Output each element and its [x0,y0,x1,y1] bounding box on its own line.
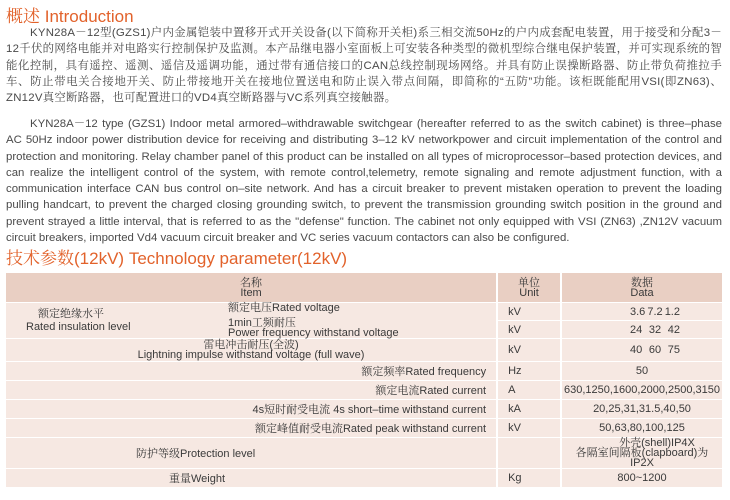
protection-label: 防护等级Protection level [6,438,496,468]
power-freq-values [560,321,722,338]
table-row [6,381,722,399]
rated-frequency-unit: Hz [496,362,560,380]
rated-frequency-label: 额定频率Rated frequency [6,362,496,380]
lightning-v1: 40 [630,344,643,356]
insulation-group [6,309,228,332]
header-item-cn: 名称 [240,276,263,289]
short-time-current-value: 20,25,31,31.5,40,50 [560,400,722,418]
weight-unit: Kg [496,469,560,487]
weight-value: 800~1200 [560,469,722,487]
intro-paragraph-en [6,116,722,246]
rated-voltage-values [560,303,722,320]
intro-title-en: Introduction [44,7,134,26]
header-data [560,273,722,302]
insulation-group-en: Rated insulation level [26,321,131,333]
table-row [6,362,722,380]
header-item-en: Item [240,286,262,299]
intro-paragraph-cn-text: KYN28A－12型(GZS1)户内金属铠装中置移开式开关设备(以下简称开关柜)系三相交流50Hz的户内成套配电装置，用于接受和分配3－12千伏的网络电能并对电路实行控制保护及监测。本产品继电器小室面板上可安装各种类型的微机型综合继电保护装置，并可实现系统的智能化控制，具有遥控、遥测、遥信及遥调功能，通过带有通信接口的CAN总线控制现场网络。并具有防止误操断路器、防止带负荷推拉手车、防止带电关合接地开关、防止带接地开关在接地位置送电和防止误入带点间隔，即简称的“五防”功能。该柜既能配用VSI(即ZN63)、ZN12V真空断路器，也可配置进口的VD4真空断路器与VC系列真空接触器。 [6,27,722,105]
params-title-en: Technology parameter(12kV) [128,249,348,268]
lightning-label-cn: 雷电冲击耐压(全波) [203,339,299,351]
header-item [6,273,496,302]
rated-current-value: 630,1250,1600,2000,2500,3150 [560,381,722,399]
protection-value-shell: 外壳(shell)IP4X [619,437,695,449]
rated-voltage-v1: 3.6 [630,305,646,318]
rated-voltage-label: 额定电压Rated voltage [228,302,340,314]
intro-paragraph-cn [6,25,722,106]
intro-title-cn: 概述 [6,7,40,26]
rated-voltage-v3: 1.2 [664,305,680,318]
lightning-unit: kV [496,339,560,361]
header-data-en: Data [630,286,654,299]
weight-label: 重量Weight [6,469,496,487]
rated-current-unit: A [496,381,560,399]
power-freq-v2: 32 [648,323,662,336]
protection-value [560,438,722,468]
params-title-cn: 技术参数(12kV) [6,249,125,268]
insulation-split [6,303,496,338]
power-freq-v1: 24 [630,323,643,336]
intro-paragraph-en-text: KYN28A－12 type (GZS1) Indoor metal armored–withdrawable switchgear (hereafter referred to as the switch cabinet) is three–phase AC 50Hz indoor power distribution device for receiving and distributing 3–12 kV networkpower and circuit implementation of the control and protection and monitoring. Relay chamber panel of this product can be installed on all types of microprocessor–based protection devices, and can realize the intelligent control of the system, with remote control,telemetry, remote signaling and remote adjustment function, with a communication interface CAN bus control on–site network. And has a circuit breaker to prevent mistaken operation to prevent the loading pulling handcart, to prevent the charged closing grounding switch, to prevent the transmission grounding switch position in the ground and prevent strayed a little interval, that is referred to as the "defense" function. The cabinet not only equipped with VSI (ZN63) ,ZN12V vacuum circuit breakers, imported Vd4 vacuum circuit breaker and VC series vacuum contactors can also be configured. [6,118,722,245]
header-data-cn: 数据 [631,276,653,289]
lightning-v2: 60 [648,344,662,356]
peak-current-value: 50,63,80,100,125 [560,419,722,437]
parameter-table [6,272,722,488]
power-freq-v3: 42 [667,323,680,336]
header-unit-en: Unit [519,286,539,299]
insulation-cell [6,303,496,338]
short-time-current-label: 4s短时耐受电流 4s short–time withstand current [6,400,496,418]
protection-value-clapboard: 各隔室间隔板(clapboard)为IP2X [575,447,709,469]
table-header-row [6,273,722,302]
short-time-current-unit: kA [496,400,560,418]
lightning-values [560,339,722,361]
peak-current-unit: kV [496,419,560,437]
power-freq-label-cn: 1min工频耐压 [228,317,296,329]
rated-voltage-unit: kV [496,303,560,320]
intro-heading [6,2,134,27]
lightning-label [6,339,496,361]
power-freq-label-en: Power frequency withstand voltage [228,327,399,339]
params-heading [6,244,347,269]
table-row [6,419,722,437]
rated-voltage-v2: 7.2 [647,305,663,318]
table-row [6,438,722,468]
table-row [6,339,722,361]
header-unit-cn: 单位 [518,276,541,289]
insulation-subrows [228,303,496,338]
protection-unit [496,438,560,468]
peak-current-label: 额定峰值耐受电流Rated peak withstand current [6,419,496,437]
lightning-v3: 75 [667,344,680,356]
header-unit [496,273,560,302]
lightning-label-en: Lightning impulse withstand voltage (full wave) [137,349,365,361]
power-freq-unit: kV [496,321,560,338]
table-row [6,469,722,487]
table-row [6,400,722,418]
table-row [6,303,722,320]
rated-current-label: 额定电流Rated current [6,381,496,399]
rated-frequency-value: 50 [560,362,722,380]
insulation-group-cn: 额定绝缘水平 [38,308,104,320]
